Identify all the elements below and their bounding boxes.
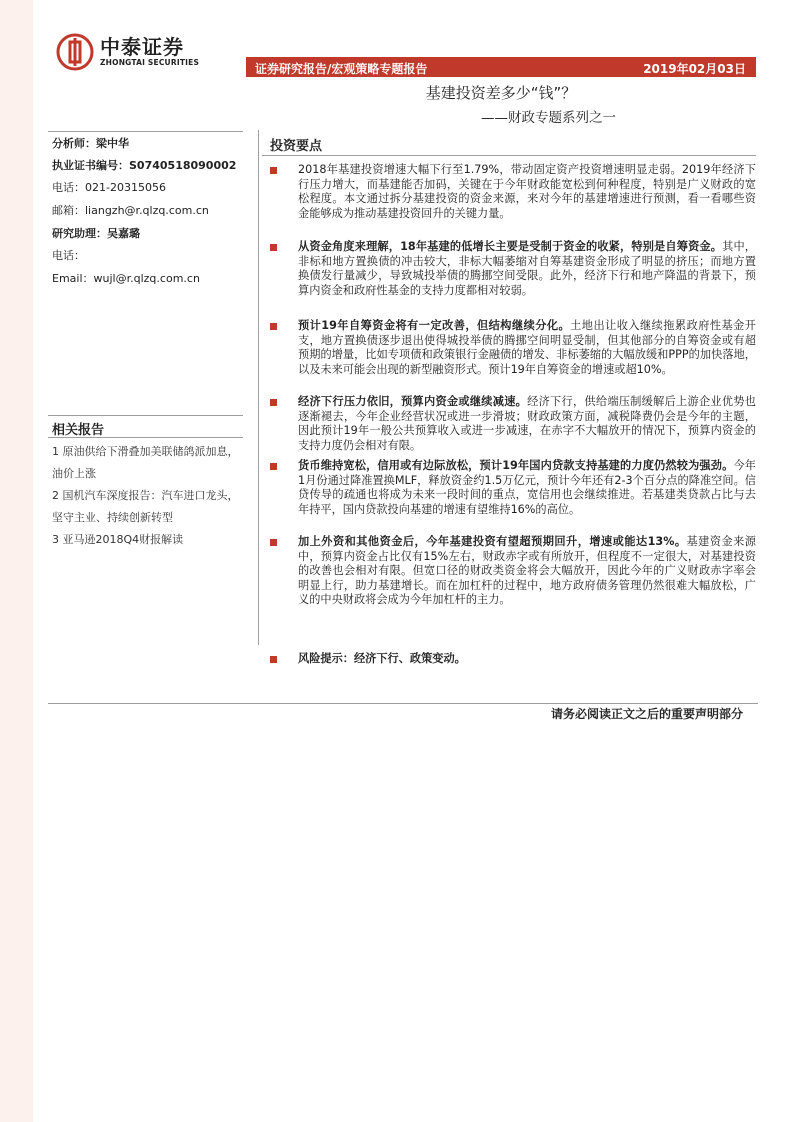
bullet-square-icon [270, 463, 277, 470]
phone-value: 021-20315056 [85, 181, 166, 194]
brand-name-en: ZHONGTAI SECURITIES [100, 58, 200, 67]
analyst-name-line [52, 136, 129, 152]
related-reports-heading: 相关报告 [52, 423, 105, 438]
bullet-lead: 加上外资和其他资金后，今年基建投资有望超预期回升，增速或能达13%。 [298, 535, 687, 548]
analyst-email-line [52, 203, 209, 219]
related-report-item[interactable]: 3 亚马逊2018Q4财报解读 [52, 533, 184, 546]
summary-bullet [270, 163, 756, 221]
brand-name-cn: 中泰证券 [100, 35, 184, 59]
assistant-label: 研究助理： [52, 227, 107, 240]
report-category-bar [246, 57, 756, 77]
bullet-square-icon [270, 539, 277, 546]
assistant-phone-label: 电话： [52, 249, 85, 262]
summary-bullet [270, 459, 756, 517]
bullet-lead: 货币维持宽松，信用或有边际放松，预计19年国内贷款支持基建的力度仍然较为强劲。 [298, 459, 734, 472]
zhongtai-logo-icon [56, 33, 94, 71]
report-category: 证券研究报告/宏观策略专题报告 [255, 62, 428, 76]
bullet-lead: 经济下行压力依旧，预算内资金或继续减速。 [298, 395, 528, 408]
bullet-text: 经济下行，供给端压制缓解后上游企业优势也逐渐褪去，今年企业经营状况或进一步滑坡；财政政策方面，减税降费仍会是今年的主题，因此预计19年一般公共预算收入或进一步减速，在赤字不大幅放开的情况下，预算内资金的支持力度仍会相对有限。 [298, 395, 756, 452]
report-subtitle: ——财政专题系列之一 [481, 110, 616, 126]
analyst-name: 梁中华 [96, 137, 129, 150]
bullet-square-icon [270, 399, 277, 406]
assistant-email-label: Email： [52, 272, 94, 285]
summary-heading: 投资要点 [270, 139, 323, 154]
summary-bullet [270, 395, 756, 453]
bullet-square-icon [270, 167, 277, 174]
analyst-phone-line [52, 180, 166, 196]
bullet-text: 其中，非标和地方置换债的冲击较大，非标大幅萎缩对自筹基建资金形成了明显的挤压；而地方置换债发行量减少，导致城投举债的腾挪空间受限。此外，经济下行和地产降温的背景下，预算内资金和政府性基金的支持力度都相对较弱。 [298, 240, 756, 297]
report-title: 基建投资差多少“钱”？ [425, 84, 577, 102]
summary-bullet [270, 240, 756, 298]
related-top-rule [48, 415, 243, 416]
assistant-name: 吴嘉璐 [107, 227, 140, 240]
left-margin-strip [0, 0, 33, 1122]
footer-disclaimer: 请务必阅读正文之后的重要声明部分 [550, 707, 743, 721]
bullet-square-icon [270, 323, 277, 330]
related-reports-list [52, 441, 242, 551]
bullet-text: 基建资金来源中，预算内资金占比仅有15%左右，财政赤字或有所放开，但程度不一定很大，对基建投资的改善也会相对有限。但宽口径的财政类资金将会大幅放开，因此今年的广义财政赤字率会明显上行，助力基建增长。而在加杠杆的过程中，地方政府债务管理仍然很难大幅放松，广义的中央财政将会成为今年加杠杆的主力。 [298, 535, 756, 607]
summary-bullet [270, 535, 756, 608]
email-label: 邮箱： [52, 204, 85, 217]
bullet-lead: 从资金角度来理解，18年基建的低增长主要是受制于资金的收紧，特别是自筹资金。 [298, 240, 723, 253]
assistant-email-value[interactable]: wujl@r.qlzq.com.cn [93, 272, 200, 285]
cert-number: S0740518090002 [129, 159, 237, 172]
analyst-label: 分析师： [52, 137, 96, 150]
analyst-cert-line [52, 158, 236, 174]
bullet-square-icon [270, 244, 277, 251]
bullet-lead: 风险提示：经济下行、政策变动。 [298, 652, 466, 665]
related-heading-rule [48, 437, 243, 438]
email-value[interactable]: liangzh@r.qlzq.com.cn [85, 204, 209, 217]
phone-label: 电话： [52, 181, 85, 194]
related-report-item[interactable]: 1 原油供给下滑叠加美联储鸽派加息，油价上涨 [52, 445, 239, 480]
bullet-square-icon [270, 656, 277, 663]
assistant-name-line [52, 226, 140, 242]
assistant-phone-line [52, 248, 85, 264]
summary-heading-rule [262, 155, 756, 156]
related-report-item[interactable]: 2 国机汽车深度报告：汽车进口龙头，坚守主业、持续创新转型 [52, 489, 239, 524]
risk-warning [270, 652, 756, 667]
bullet-lead: 预计19年自筹资金将有一定改善，但结构继续分化。 [298, 319, 571, 332]
column-divider [258, 130, 259, 645]
cert-label: 执业证书编号： [52, 159, 129, 172]
assistant-email-line [52, 271, 200, 287]
bullet-text: 土地出让收入继续拖累政府性基金开支，地方置换债逐步退出使得城投举债的腾挪空间明显受制，但其他部分的自筹资金或有超预期的增量，比如专项债和政策银行金融债的增发、非标萎缩的大幅放缓和PPP的加快落地，以及未来可能会出现的新型融资形式。预计19年自筹资金的增速或超10%。 [298, 319, 756, 376]
summary-bullet [270, 319, 756, 377]
brand-logo [56, 33, 199, 71]
footer-rule [48, 703, 758, 704]
bullet-text: 今年1月份通过降准置换MLF，释放资金约1.5万亿元，预计今年还有2-3个百分点的降准空间。信贷传导的疏通也将成为未来一段时间的重点，宽信用也会继续推进。若基建类贷款占比与去年持平，国内贷款投向基建的增速有望维持16%的高位。 [298, 459, 756, 516]
report-date: 2019年02月03日 [643, 62, 746, 76]
analyst-top-rule [48, 131, 243, 132]
bullet-text: 2018年基建投资增速大幅下行至1.79%，带动固定资产投资增速明显走弱。2019年经济下行压力增大，而基建能否加码，关键在于今年财政能宽松到何种程度，特别是广义财政的宽松程度。本文通过拆分基建投资的资金来源，来对今年的基建增速进行预测，看一看哪些资金能够成为推动基建投资回升的关键力量。 [298, 163, 756, 220]
